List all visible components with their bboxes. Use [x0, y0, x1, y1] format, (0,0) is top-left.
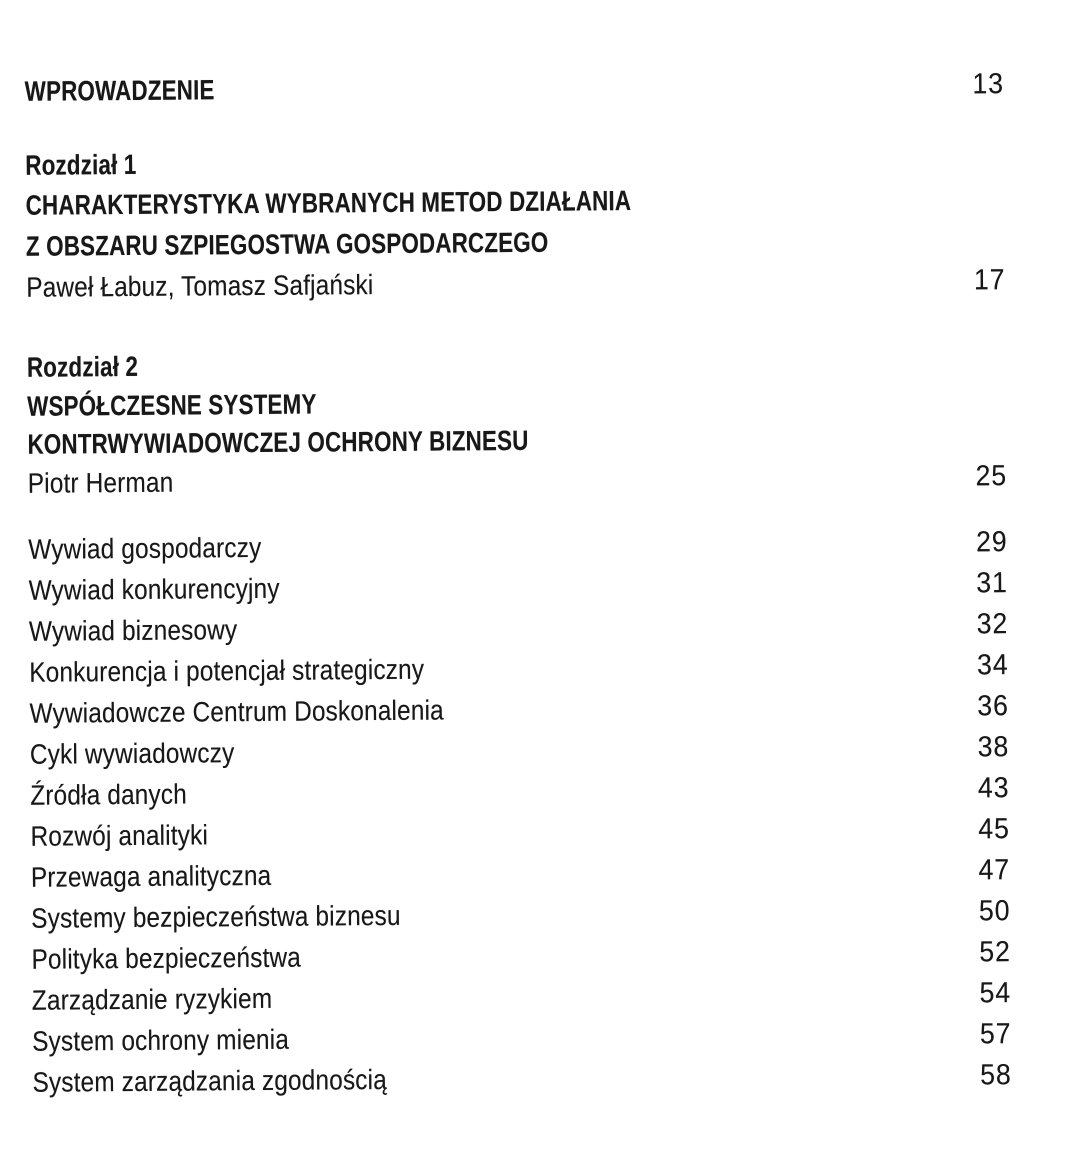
toc-entry	[32, 1019, 1011, 1059]
toc-entry-label: System zarządzania zgodnością	[32, 1063, 388, 1098]
toc-entry	[32, 978, 1011, 1018]
toc-entry-page-number: 52	[978, 936, 1011, 969]
toc-entry-label: Przewaga analityczna	[30, 859, 272, 893]
toc-entry	[32, 1060, 1011, 1100]
toc-entry	[28, 527, 1007, 567]
chapter-1-authors-row	[26, 265, 1005, 305]
toc-entry-label: Rozwój analityki	[30, 819, 209, 852]
toc-entry-label: Cykl wywiadowczy	[29, 737, 235, 770]
toc-entry-page-number: 58	[979, 1059, 1012, 1092]
toc-entry	[30, 773, 1009, 813]
chapter-2-title-line-1	[27, 384, 1006, 422]
toc-entry-page-number: 45	[977, 813, 1010, 846]
toc-entry-page-number: 50	[978, 895, 1011, 928]
chapter-1-title-line-1-label: CHARAKTERYSTYKA WYBRANYCH METOD DZIAŁANIA	[25, 185, 632, 221]
toc-entry	[30, 732, 1009, 772]
chapter-2-title-line-1-label: WSPÓŁCZESNE SYSTEMY	[27, 388, 317, 422]
toc-entry	[29, 650, 1008, 690]
toc-entry	[30, 814, 1009, 854]
toc-entry-label: Wywiad biznesowy	[28, 614, 238, 647]
toc-entry	[31, 855, 1010, 895]
chapter-2-authors-label: Piotr Herman	[27, 466, 174, 499]
toc-intro-label: WPROWADZENIE	[24, 74, 215, 107]
chapter-2-authors-row	[28, 461, 1007, 501]
toc-entry-label: Systemy bezpieczeństwa biznesu	[31, 899, 401, 934]
chapter-1-page-number: 17	[973, 264, 1006, 297]
toc-entry-page-number: 31	[975, 567, 1008, 600]
toc-entry	[29, 609, 1008, 649]
toc-entry-label: Wywiadowcze Centrum Doskonalenia	[29, 694, 444, 729]
toc-entry-page-number: 32	[976, 608, 1009, 641]
chapter-1-title-line-2-label: Z OBSZARU SZPIEGOSTWA GOSPODARCZEGO	[25, 226, 549, 262]
toc-entry-page-number: 43	[977, 772, 1010, 805]
toc-entry-label: Zarządzanie ryzykiem	[31, 982, 273, 1016]
toc-entry-page-number: 36	[976, 690, 1009, 723]
chapter-1-title-line-2	[26, 224, 1005, 262]
chapter-2-title-line-2-label: KONTRWYWIADOWCZEJ OCHRONY BIZNESU	[27, 424, 529, 460]
toc-entry-label: Polityka bezpieczeństwa	[31, 941, 302, 975]
toc-entry-page-number: 29	[975, 526, 1008, 559]
chapter-2-page-number: 25	[975, 460, 1007, 493]
toc-entry-label: Wywiad gospodarczy	[28, 531, 262, 565]
chapter-2-heading-label: Rozdział 2	[26, 350, 139, 383]
toc-entry	[29, 568, 1008, 608]
toc-entry-label: System ochrony mienia	[32, 1023, 290, 1057]
toc-entry	[31, 896, 1010, 936]
toc-entry-label: Wywiad konkurencyjny	[28, 572, 280, 606]
toc-entry-label: Źródła danych	[30, 778, 188, 811]
chapter-1-title-line-1	[25, 183, 1004, 221]
toc-entry-page-number: 47	[978, 854, 1010, 887]
chapter-1-heading-label: Rozdział 1	[25, 148, 137, 181]
toc-entry-label: Konkurencja i potencjał strategiczny	[29, 653, 425, 688]
chapter-2-heading	[27, 345, 1006, 383]
chapter-1-heading	[25, 143, 1004, 181]
toc-entry-page-number: 54	[979, 977, 1011, 1010]
toc-entry-page-number: 57	[979, 1018, 1012, 1051]
toc-intro-page-number: 13	[972, 68, 1004, 101]
toc-entry	[31, 937, 1010, 977]
toc-intro-row	[25, 69, 1004, 109]
chapter-2-title-line-2	[27, 422, 1006, 460]
toc-entry-page-number: 38	[977, 731, 1010, 764]
toc-entry	[29, 691, 1008, 731]
toc-entry-page-number: 34	[976, 649, 1009, 682]
chapter-1-authors-label: Paweł Łabuz, Tomasz Safjański	[26, 269, 374, 303]
